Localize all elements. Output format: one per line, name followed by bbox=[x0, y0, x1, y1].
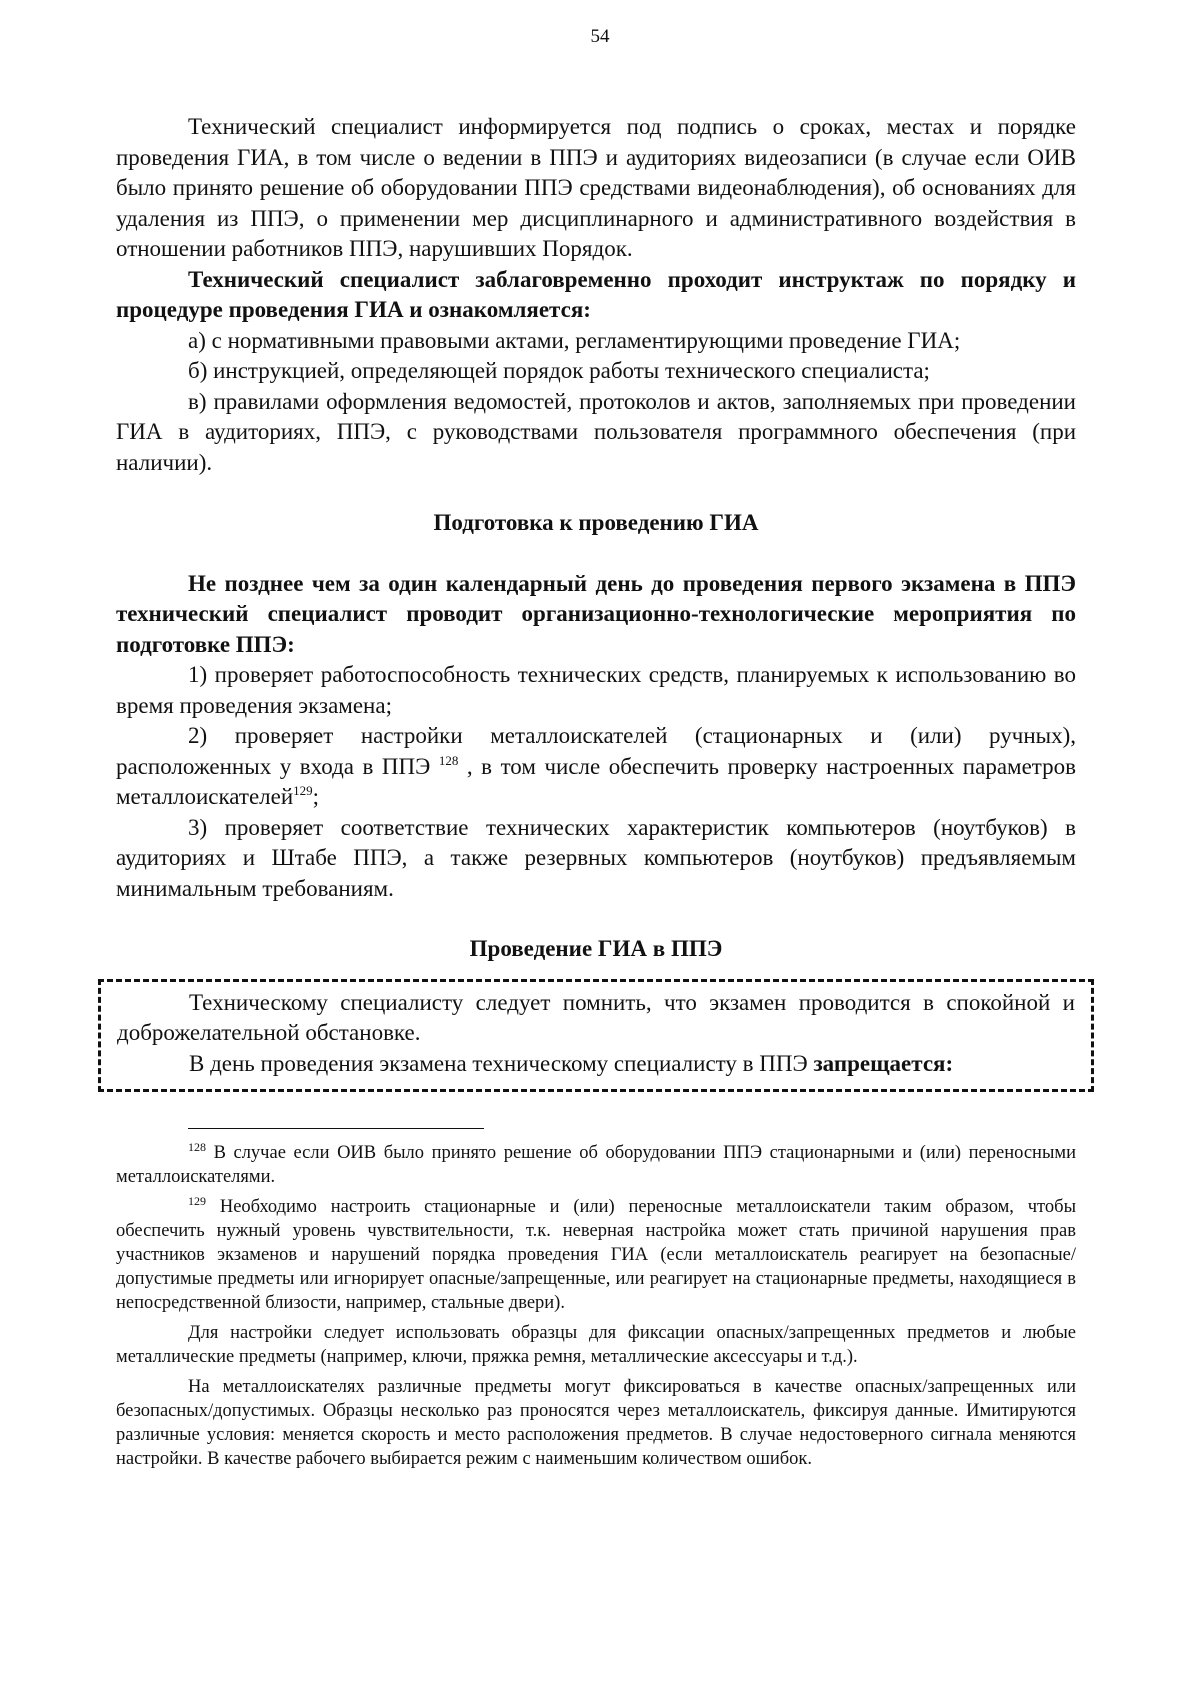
section-heading-conduct: Проведение ГИА в ППЭ bbox=[469, 936, 723, 961]
list-item-c: в) правилами оформления ведомостей, протоколов и актов, заполняемых при проведении ГИА в аудиториях, ППЭ, с руководствами пользователя программного обеспечения (при наличии). bbox=[116, 388, 1076, 475]
footnote-129-paragraph-3: На металлоискателях различные предметы могут фиксироваться в качестве опасных/запрещенных или безопасных/допустимых. Образцы несколько раз проносятся через металлоискатель, фиксируя данные. Имитируются различные условия: меняется скорость и место расположения предметов. В случае недостоверного сигнала меняются настройки. В качестве рабочего выбирается режим с наименьшим количеством ошибок. bbox=[116, 1377, 1076, 1469]
preparation-item-1: 1) проверяет работоспособность технических средств, планируемых к использованию во время проведения экзамена; bbox=[116, 662, 1076, 718]
section-heading-preparation: Подготовка к проведению ГИА bbox=[433, 510, 759, 535]
preparation-item-2 bbox=[116, 721, 1076, 813]
preparation-lead: Не позднее чем за один календарный день до проведения первого экзамена в ППЭ технический специалист проводит организационно-технологические мероприятия по подготовке ППЭ: bbox=[116, 570, 1076, 657]
footnotes bbox=[116, 1141, 1076, 1471]
item2-text-part2: , в том числе обеспечить проверку настроенных параметров металлоискателей bbox=[116, 753, 1076, 809]
prohibition-text: В день проведения экзамена техническому специалисту в ППЭ bbox=[189, 1050, 814, 1076]
footnote-129-text: Необходимо настроить стационарные и (или) переносные металлоискатели таким образом, чтобы обеспечить нужный уровень чувствительности, т.к. неверная настройка может стать причиной нарушения прав участников экзаменов и нарушений порядка проведения ГИА (если металлоискатель реагирует на безопасные/допустимые предметы или игнорирует опасные/запрещенные, или реагирует на стационарные предметы, находящиеся в непосредственной близости, например, стальные двери). bbox=[116, 1197, 1076, 1313]
item2-text-part3: ; bbox=[312, 784, 320, 809]
page-content bbox=[116, 112, 1076, 1477]
footnote-129 bbox=[116, 1195, 1076, 1315]
preparation-item-3: 3) проверяет соответствие технических характеристик компьютеров (ноутбуков) в аудиториях и Штабе ППЭ, а также резервных компьютеров (ноутбуков) предъявляемым минимальным требованиям. bbox=[116, 814, 1076, 901]
footnote-129-paragraph-2: Для настройки следует использовать образцы для фиксации опасных/запрещенных предметов и любые металлические предметы (например, ключи, пряжка ремня, металлические аксессуары и т.д.). bbox=[116, 1323, 1076, 1367]
footnote-128-text: В случае если ОИВ было принято решение об оборудовании ППЭ стационарными и (или) переносными металлоискателями. bbox=[116, 1143, 1076, 1187]
reminder-box bbox=[98, 979, 1094, 1093]
footnote-ref-128[interactable]: 128 bbox=[438, 752, 459, 768]
prohibition-lead bbox=[117, 1049, 1075, 1080]
footnote-ref-129[interactable]: 129 bbox=[293, 783, 313, 798]
footnote-separator bbox=[188, 1128, 484, 1129]
instruction-lead: Технический специалист заблаговременно проходит инструктаж по порядку и процедуре проведения ГИА и ознакомляется: bbox=[116, 266, 1076, 322]
intro-paragraph: Технический специалист информируется под подпись о сроках, местах и порядке проведения ГИА, в том числе о ведении в ППЭ и аудиториях видеозаписи (в случае если ОИВ было принято решение об оборудовании ППЭ средствами видеонаблюдения), об основаниях для удаления из ППЭ, о применении мер дисциплинарного и административного воздействия в отношении работников ППЭ, нарушивших Порядок. bbox=[116, 114, 1076, 261]
list-item-a: а) с нормативными правовыми актами, регламентирующими проведение ГИА; bbox=[188, 327, 961, 353]
page-number: 54 bbox=[590, 26, 610, 47]
list-item-b: б) инструкцией, определяющей порядок работы технического специалиста; bbox=[188, 358, 930, 383]
item2-text-part1: 2) проверяет настройки металлоискателей (стационарных и (или) ручных), расположенных у входа в ППЭ bbox=[116, 723, 1076, 779]
prohibition-keyword: запрещается: bbox=[813, 1050, 954, 1076]
footnote-128 bbox=[116, 1141, 1076, 1189]
footnote-number-129: 129 bbox=[188, 1194, 206, 1208]
footnote-number-128: 128 bbox=[188, 1140, 206, 1154]
reminder-paragraph: Техническому специалисту следует помнить, что экзамен проводится в спокойной и доброжелательной обстановке. bbox=[117, 989, 1075, 1045]
